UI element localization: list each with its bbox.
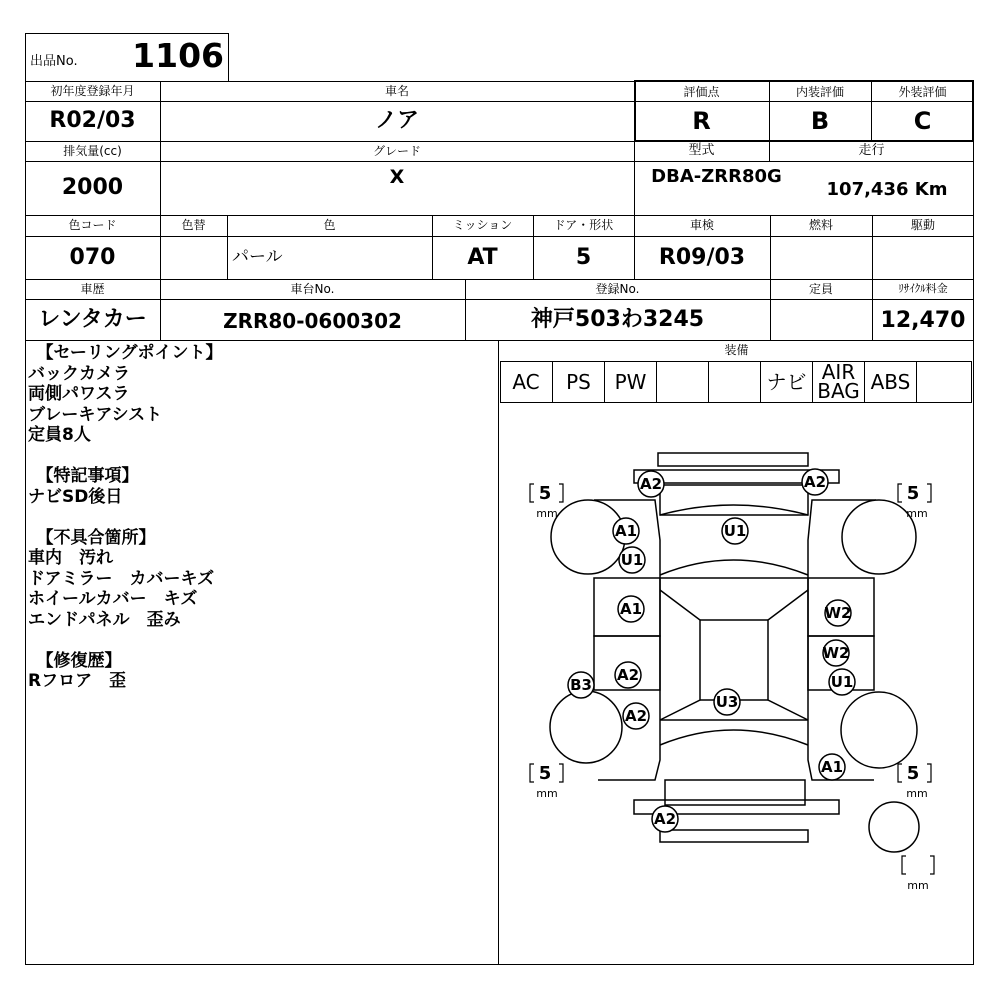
damage-mark-label: A1 [614,522,638,540]
color-code-header: 色コード [68,218,117,232]
notes-line: ドアミラー カバーキズ [28,568,215,589]
model-code-header: 型式 [688,143,715,158]
equipment-header: 装備 [724,343,749,357]
color-value: パール [232,247,283,267]
interior-value: B [810,107,830,135]
notes-line [28,630,498,651]
front-right-tire [842,500,916,574]
equipment-abs: ABS [865,361,917,403]
damage-mark-label: A1 [820,758,844,776]
notes-line: ブレーキアシスト [28,404,163,425]
door-shape-value: 5 [575,245,592,270]
mileage-value: 107,436 Km [826,179,948,200]
notes-line: 【特記事項】 [28,466,139,486]
damage-mark-label: U3 [715,693,739,711]
damage-mark-label: A1 [619,600,643,618]
door-shape-header: ドア・形状 [553,218,614,232]
first-reg-value: R02/03 [49,108,136,133]
reg-no-header: 登録No. [595,282,640,296]
damage-mark-label: U1 [723,522,747,540]
damage-mark-label: A2 [624,707,648,725]
damage-mark-label: W2 [824,604,852,622]
grade-value: X [389,166,405,188]
front-bumper-outline [658,453,808,466]
notes-line: 両側パワスラ [28,384,130,404]
mission-header: ミッション [452,218,513,232]
car-name-value: ノア [374,108,419,133]
color-code-value: 070 [69,245,116,270]
fuel-header: 燃料 [808,218,833,232]
spare-tire [869,802,919,852]
inspection-value: R09/03 [658,245,746,270]
damage-mark-label: A2 [803,473,827,491]
damage-mark-label: A2 [616,666,640,684]
unit-rear-right: mm [906,787,928,800]
car-damage-diagram [499,404,973,964]
damage-mark-label: U1 [620,551,644,569]
recycle-fee-value: 12,470 [880,308,966,333]
displacement-header: 排気量(cc) [63,144,122,158]
damage-mark-label: W2 [822,644,850,662]
tread-front-right: 5 [906,483,920,504]
notes-line: バックカメラ [28,363,130,384]
first-reg-header: 初年度登録年月 [50,84,135,98]
color-header: 色 [323,218,336,232]
equipment-blank-1 [657,361,709,403]
equipment-blank-3 [917,361,972,403]
tread-rear-left: 5 [538,763,552,784]
capacity-header: 定員 [808,282,833,296]
unit-rear-left: mm [536,787,558,800]
notes-line: 【不具合箇所】 [28,527,156,548]
lot-number: 1106 [132,36,224,75]
equipment-pw: PW [605,361,657,403]
drive-header: 駆動 [910,218,935,232]
mileage-header: 走行 [858,143,885,158]
notes-line: Rフロア 歪 [28,671,127,691]
interior-header: 内装評価 [795,85,844,99]
unit-front-left: mm [536,507,558,520]
equipment-blank-2 [709,361,761,403]
exterior-value: C [913,107,932,135]
displacement-value: 2000 [61,175,124,200]
notes-line [28,446,498,467]
notes-line: 【セーリングポイント】 [28,343,223,363]
damage-mark-label: B3 [570,676,592,694]
chassis-no-value: ZRR80-0600302 [223,309,402,333]
notes-line: 【修復歴】 [28,650,122,671]
history-header: 車歴 [80,282,105,296]
damage-mark-label: U1 [830,673,854,691]
equipment-ps: PS [553,361,605,403]
unit-spare: mm [907,879,929,892]
notes-line: エンドパネル 歪み [28,609,181,630]
recycle-fee-header: ﾘｻｲｸﾙ料金 [898,282,948,295]
equipment-navi: ナビ [761,361,813,403]
model-code-value: DBA-ZRR80G [651,166,782,187]
rear-left-tire [550,691,622,763]
notes-line: 車内 汚れ [28,548,113,568]
rear-right-tire [841,692,917,768]
unit-front-right: mm [906,507,928,520]
notes-panel [28,343,498,692]
equipment-ac: AC [500,361,553,403]
tread-front-left: 5 [538,483,552,504]
damage-mark-label: A2 [639,475,663,493]
exterior-header: 外装評価 [898,85,947,99]
mission-value: AT [467,245,498,270]
color-change-header: 色替 [181,218,206,232]
notes-line: ホイールカバー キズ [28,589,198,609]
score-value: R [692,107,711,135]
equipment-airbag: AIR BAG [813,361,865,403]
notes-line: 定員8人 [28,425,91,445]
lot-label: 出品No. [30,54,78,69]
grade-header: グレード [372,144,421,158]
history-value: レンタカー [38,307,147,332]
notes-line [28,507,498,528]
reg-no-value: 神戸503わ3245 [530,307,705,332]
car-name-header: 車名 [384,84,409,98]
notes-line: ナビSD後日 [28,486,123,507]
inspection-header: 車検 [689,218,714,232]
tread-rear-right: 5 [906,763,920,784]
chassis-no-header: 車台No. [290,282,335,296]
damage-mark-label: A2 [653,810,677,828]
score-header: 評価点 [683,85,720,99]
